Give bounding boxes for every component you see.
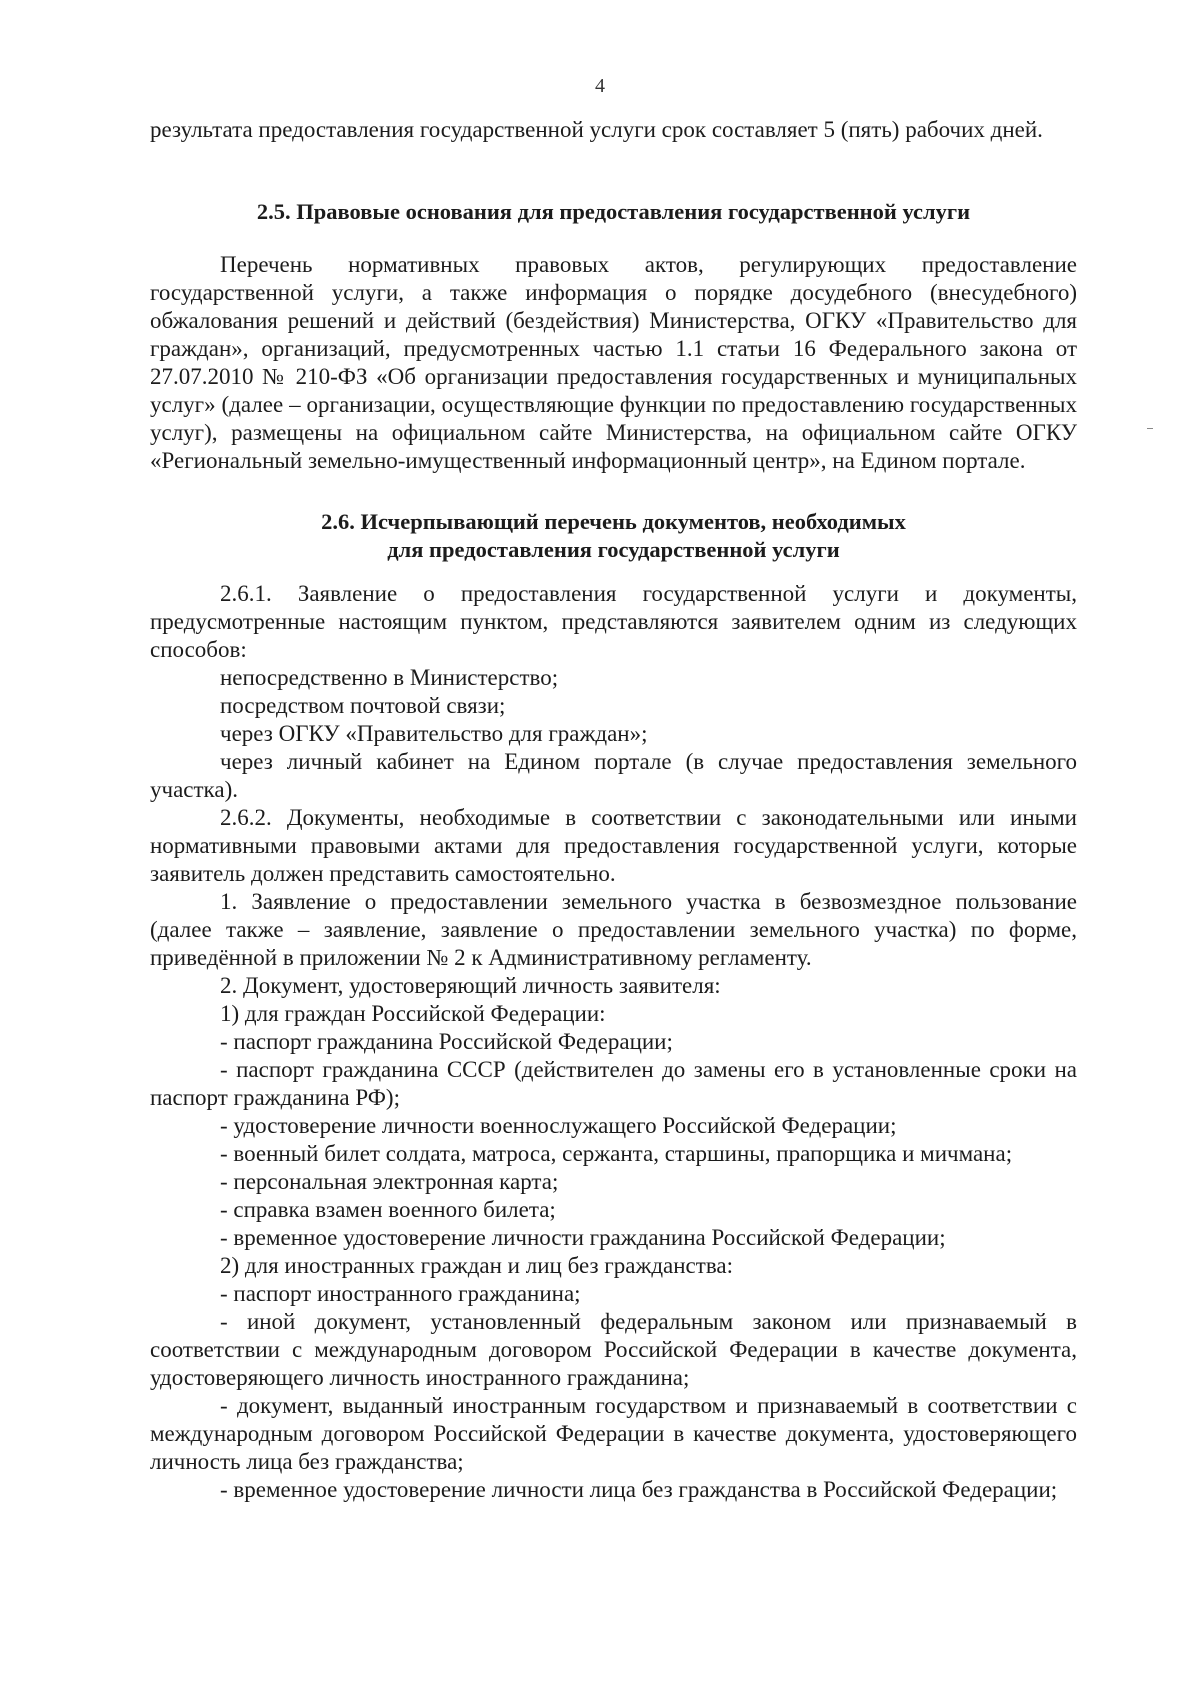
list-item: - документ, выданный иностранным государством и признаваемый в соответствии с международным договором Российской Федерации в качестве документа, удостоверяющего личность лица без гражданства;	[150, 1393, 1077, 1474]
intro-paragraph	[150, 116, 1077, 144]
list-item: - паспорт иностранного гражданина;	[220, 1281, 581, 1306]
section-2-6-heading-line1: 2.6. Исчерпывающий перечень документов, необходимых	[321, 509, 906, 534]
section-2-5-heading: 2.5. Правовые основания для предоставления государственной услуги	[256, 199, 971, 224]
list-item: - военный билет солдата, матроса, сержанта, старшины, прапорщика и мичмана;	[220, 1141, 1013, 1166]
section-2-5-body	[150, 251, 1077, 475]
paragraph-2-6-1: 2.6.1. Заявление о предоставления государственной услуги и документы, предусмотренные настоящим пунктом, представляются заявителем одним из следующих способов:	[150, 581, 1077, 662]
way-item-portal: через личный кабинет на Едином портале (в случае предоставления земельного участка).	[150, 749, 1077, 802]
item-2-identity-doc: 2. Документ, удостоверяющий личность заявителя:	[220, 973, 721, 998]
list-item: - иной документ, установленный федеральным законом или признаваемый в соответствии с международным договором Российской Федерации в качестве документа, удостоверяющего личность иностранного гражданина;	[150, 1309, 1077, 1390]
section-2-6-body	[150, 580, 1077, 1504]
paragraph-2-6-2: 2.6.2. Документы, необходимые в соответствии с законодательными или иными нормативными правовыми актами для предоставления государственной услуги, которые заявитель должен представить самостоятельно.	[150, 805, 1077, 886]
way-item: через ОГКУ «Правительство для граждан»;	[220, 721, 648, 746]
intro-text: результата предоставления государственной услуги срок составляет 5 (пять) рабочих дней.	[150, 117, 1043, 142]
way-item: непосредственно в Министерство;	[220, 665, 559, 690]
list-item: - удостоверение личности военнослужащего Российской Федерации;	[220, 1113, 897, 1138]
item-1-application: 1. Заявление о предоставлении земельного участка в безвозмездное пользование (далее также – заявление, заявление о предоставлении земельного участка) по форме, приведённой в приложении № 2 к Административному регламенту.	[150, 889, 1077, 970]
scan-speck	[1147, 428, 1153, 429]
section-2-5-paragraph: Перечень нормативных правовых актов, регулирующих предоставление государственной услуги, а также информация о порядке досудебного (внесудебного) обжалования решений и действий (бездействия) Министерства, ОГКУ «Правительство для граждан», организаций, предусмотренных частью 1.1 статьи 16 Федерального закона от 27.07.2010 № 210-ФЗ «Об организации предоставления государственных и муниципальных услуг» (далее – организации, осуществляющие функции по предоставлению государственных услуг), размещены на официальном сайте Министерства, на официальном сайте ОГКУ «Региональный земельно-имущественный информационный центр», на Едином портале.	[150, 252, 1077, 473]
list-item: - персональная электронная карта;	[220, 1169, 559, 1194]
way-item: посредством почтовой связи;	[220, 693, 506, 718]
list-item: - временное удостоверение личности гражданина Российской Федерации;	[220, 1225, 946, 1250]
list-item: - паспорт гражданина СССР (действителен до замены его в установленные сроки на паспорт гражданина РФ);	[150, 1057, 1077, 1110]
sub-item-citizens: 1) для граждан Российской Федерации:	[220, 1001, 606, 1026]
page-number: 4	[595, 75, 605, 97]
list-item: - временное удостоверение личности лица без гражданства в Российской Федерации;	[220, 1477, 1058, 1502]
list-item: - справка взамен военного билета;	[220, 1197, 556, 1222]
list-item: - паспорт гражданина Российской Федерации;	[220, 1029, 673, 1054]
sub-item-foreigners: 2) для иностранных граждан и лиц без гражданства:	[220, 1253, 733, 1278]
section-2-6-heading-line2: для предоставления государственной услуги	[387, 537, 840, 562]
section-2-6-heading	[150, 508, 1077, 564]
